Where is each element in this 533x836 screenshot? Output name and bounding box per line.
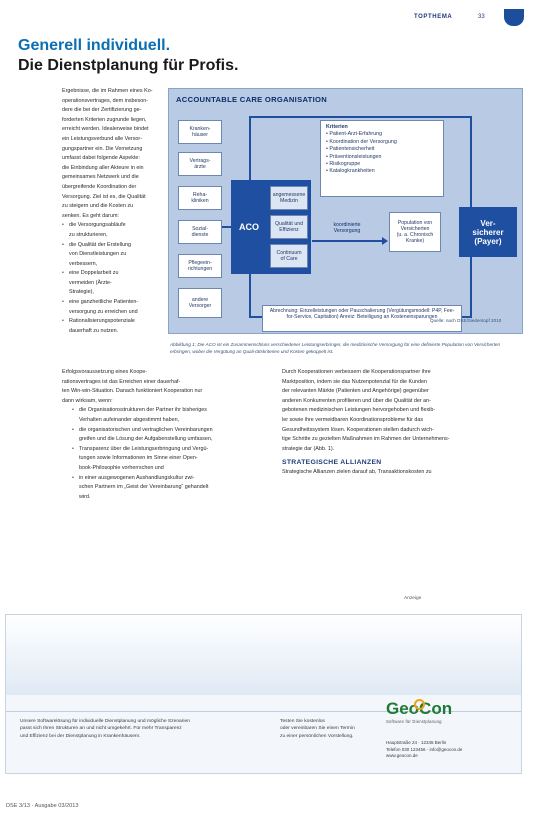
criteria-item: • Patientensicherheit [326, 146, 438, 153]
list-item: • eine Doppelarbeit zu [62, 269, 164, 279]
provider-box [178, 220, 222, 244]
ad-contact-line: Hauptstraße 24 · 12345 Berlin [386, 740, 447, 745]
criteria-item: • Patient-Arzt-Erfahrung [326, 131, 438, 138]
aco-box [231, 180, 267, 274]
ad-body-mid [280, 718, 380, 740]
connector-line [249, 116, 251, 180]
connector-line [249, 116, 472, 118]
arrow-label-box [318, 218, 376, 238]
aco-feature-label: Qualität und Effizienz [275, 220, 303, 233]
provider-label: Reha- kliniken [191, 191, 209, 204]
ad-body-line: oder vereinbaren Sie einen Termin [280, 726, 355, 732]
provider-label: Pflegeein- richtungen [187, 259, 213, 272]
body-line: strategie dar (Abb. 1). [282, 445, 335, 452]
ad-body-left [20, 718, 270, 740]
list-item-cont: tungen sowie Informationen im Sinne einer Open- [79, 455, 198, 462]
intro-line: übergreifende Koordination der [62, 183, 137, 190]
arrow-label: koordinierte Versorgung [333, 221, 361, 234]
list-item-cont: von Dienstleistungen zu [69, 251, 127, 258]
provider-label: Kranken- häuser [189, 125, 211, 138]
outro-line: dann wirksam, wenn: [62, 397, 113, 404]
provider-box [178, 120, 222, 144]
connector-line [249, 316, 262, 318]
intro-line: gemeinsames Netzwerk und die [62, 174, 139, 181]
intro-line: operationsvertrages, dem insbeson- [62, 97, 148, 104]
ad-body-line: passt sich Ihren Strukturen an und nicht umgekehrt. Für mehr Transparenz [20, 726, 182, 732]
aco-feature [270, 186, 308, 210]
list-item: • Rationalisierungspotenziale [62, 317, 164, 327]
list-item-cont: Strategie), [69, 289, 94, 296]
logo-ring-icon [414, 699, 425, 710]
criteria-box [320, 120, 444, 197]
list-item-cont: schen Partnern im „Geist der Vereinbarung“ gehandelt [79, 484, 209, 491]
page-number: 33 [478, 14, 485, 20]
ad-body-line: und Effizienz bei der Dienstplanung in Krankenhäusern. [20, 733, 141, 739]
aco-feature-label: angemessene Medizin [272, 191, 306, 204]
provider-label: Sozial- dienste [191, 225, 209, 238]
body-line: Gesundheitssystem lösen. Kooperationen stellen dadurch wich- [282, 426, 434, 433]
provider-box [178, 186, 222, 210]
payer-box [459, 207, 517, 257]
left-column-bottom [62, 368, 277, 502]
settlement-label: Abrechnung: Einzelleistungen oder Pauschalierung (Vergütungsmodell: P4P, Fee-for-Service, Capitation) Anreiz: Beteiligung an Kosteneinsparungen [269, 308, 455, 321]
ad-label: Anzeige [404, 596, 422, 601]
criteria-list [326, 131, 438, 175]
provider-label: Vertrags- ärzte [189, 157, 211, 170]
ad-contact [386, 740, 516, 760]
intro-line: umfasst dabei folgende Aspekte: [62, 155, 140, 162]
aco-label: ACO [239, 222, 259, 232]
bullet-list [72, 406, 277, 502]
intro-line: erreicht werden. Idealerweise bindet [62, 126, 149, 133]
criteria-item: • Katalogkrankheiten [326, 168, 438, 175]
intro-line: Ergebnisse, die im Rahmen eines Ko- [62, 88, 153, 94]
list-item: • die Organisationsstrukturen der Partner ihr bisheriges [72, 406, 277, 416]
body-line: Marktposition, indem sie das Nutzenpotenzial für die Kunden [282, 378, 428, 385]
criteria-item: • Risikogruppe [326, 161, 438, 168]
ad-contact-line: www.geocon.de [386, 753, 418, 759]
section-heading: STRATEGISCHE ALLIANZEN [282, 459, 382, 467]
body-line: tige Schritte zu gezielten Maßnahmen im Rahmen der Unternehmens- [282, 436, 450, 443]
ad-contact-line: Telefon 030 123456 · info@geocon.de [386, 746, 463, 752]
population-box [389, 212, 441, 252]
connector-line [222, 226, 231, 228]
intro-line: ein Leistungsverbund alle Versor- [62, 135, 143, 142]
left-column [62, 87, 164, 336]
provider-box [178, 152, 222, 176]
body-line: anderen Konkurrenten profilieren und über die Qualität der an- [282, 397, 431, 404]
list-item-cont: Verhalten aufeinander abgestimmt haben, [79, 416, 180, 423]
criteria-item: • Koordination der Versorgung [326, 139, 438, 146]
provider-label: andere Versorger [188, 296, 212, 309]
ad-body-line: Testen Sie kostenlos [280, 719, 325, 724]
ad-headline-1: Generell individuell. [18, 37, 171, 54]
aco-feature [270, 244, 308, 268]
list-item: • Transparenz über die Leistungserbringung und Vergü- [72, 445, 277, 455]
body-line: Strategische Allianzen zielen darauf ab, Transaktionskosten zu [282, 469, 432, 476]
logo-subtitle: Software für Dienstplanung [386, 719, 442, 724]
list-item-cont: dauerhaft zu nutzen. [69, 327, 119, 334]
ad-body-line: Unsere Softwarelösung für individuelle Dienstplanung und mögliche Szenarien [20, 719, 190, 724]
arrow-line [312, 240, 384, 242]
bullet-list [62, 221, 164, 336]
payer-label: Ver- sicherer (Payer) [472, 218, 504, 246]
list-item-cont: book-Philosophie vorherrschen und [79, 464, 164, 471]
figure-title: ACCOUNTABLE CARE ORGANISATION [176, 95, 328, 104]
outro-line: rationsvertrages ist das Erreichen einer dauerhaf- [62, 378, 181, 385]
list-item: • eine ganzheitliche Patienten- [62, 298, 164, 308]
list-item-cont: zu strukturieren, [69, 231, 108, 238]
list-item: • die Versorgungsabläufe [62, 221, 164, 231]
population-label: Population von Versicherten (u. a. Chronisch Kranke) [396, 219, 434, 245]
criteria-title: Kriterien [326, 124, 348, 130]
provider-box [178, 254, 222, 278]
list-item-cont: verbessern, [69, 260, 98, 267]
page-footer: DSE 3/13 · Ausgabe 03/2013 [6, 803, 79, 809]
ad-body-line: zu einer persönlichen Vorstellung. [280, 733, 354, 739]
right-column [282, 368, 522, 478]
provider-box [178, 288, 222, 318]
list-item-cont: greifen und die Lösung der Aufgabenstellung umfassen, [79, 436, 213, 443]
section-badge [504, 9, 524, 26]
body-line: der relevanten Märkte (Patienten und Angehörige) gegenüber [282, 388, 429, 395]
intro-line: Versorgung. Ziel ist es, die Qualität [62, 193, 146, 200]
list-item-cont: versorgung zu erreichen und [69, 308, 138, 315]
list-item: • die organisatorischen und vertraglichen Vereinbarungen [72, 426, 277, 436]
intro-line: dere die bei der Zertifizierung ge- [62, 107, 142, 114]
ad-headline-2: Die Dienstplanung für Profis. [18, 57, 239, 74]
connector-line [470, 116, 472, 207]
list-item-cont: vermeiden (Ärzte- [69, 279, 112, 286]
aco-feature-label: Continuum of Care [276, 249, 302, 262]
criteria-item: • Präventionsleistungen [326, 154, 438, 161]
list-item-cont: wird. [79, 493, 91, 500]
intro-line: zu steigern und die Kosten zu [62, 203, 134, 210]
connector-line [249, 274, 251, 318]
intro-line: die Einbindung aller Akteure in ein [62, 164, 144, 171]
list-item: • in einer ausgewogenen Aushandlungskultur zwi- [72, 474, 277, 484]
geocon-logo[interactable]: GeoCon [386, 699, 453, 718]
list-item: • die Qualität der Erstellung [62, 241, 164, 251]
section-label: TOPTHEMA [414, 14, 453, 20]
figure-caption: Abbildung 1: Die ACO ist ein Zusammenschluss verschiedener Leistungserbringer, die medizinische Versorgung für eine definierte Population von Versicherten erbringen, wobei die Vergütung an Quali-tätskriterien und Kosten gekoppelt ist. [170, 342, 501, 354]
outro-line: ten Win-win-Situation. Danach funktioniert Kooperation nur [62, 388, 203, 395]
aco-feature [270, 215, 308, 239]
outro-line: Erfolgsvoraussetzung eines Koope- [62, 369, 148, 375]
arrow-right-icon [382, 237, 388, 245]
body-line: ler sowie ihre vermeidbaren Koordinationsprobleme für das [282, 416, 424, 423]
connector-line [470, 257, 472, 317]
intro-line: gungspartner ein. Die Vernetzung [62, 145, 143, 152]
intro-line: senken. Es geht darum: [62, 212, 119, 219]
body-line: Durch Kooperationen verbessern die Kooperationspartner ihre [282, 369, 431, 375]
ad-header-band [6, 615, 522, 695]
body-line: gebotenen medizinischen Leistungen hervorgehoben und flexib- [282, 407, 436, 414]
figure-source: Quelle: nach DSE/Siedentopf 2010 [430, 318, 502, 323]
intro-line: forderten Kriterien zugrunde liegen, [62, 116, 147, 123]
